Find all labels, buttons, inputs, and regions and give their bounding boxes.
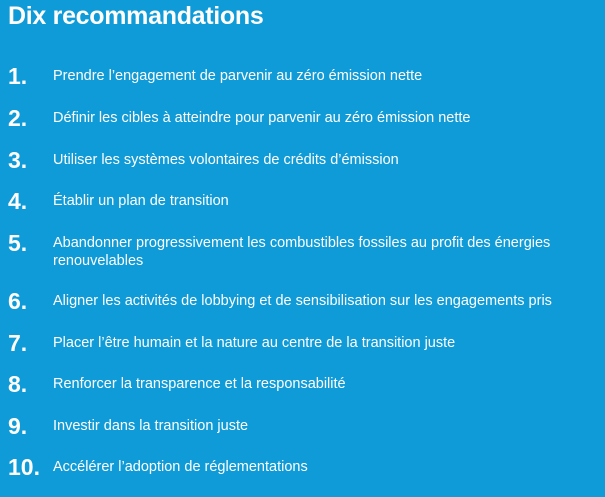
item-text: Utiliser les systèmes volontaires de crédits d’émission: [53, 152, 399, 168]
item-number: 6.: [8, 288, 28, 314]
item-number: 3.: [8, 147, 28, 173]
item-number: 2.: [8, 105, 28, 131]
item-number: 1.: [8, 63, 28, 89]
item-text: Prendre l’engagement de parvenir au zéro émission nette: [53, 68, 423, 84]
item-number: 9.: [8, 413, 28, 439]
item-number: 10.: [8, 454, 40, 480]
item-text: Investir dans la transition juste: [53, 418, 249, 434]
page-title: Dix recommandations: [8, 2, 264, 30]
item-number: 8.: [8, 371, 28, 397]
item-text: Accélérer l’adoption de réglementations: [53, 459, 308, 475]
item-number: 7.: [8, 330, 28, 356]
item-text: Aligner les activités de lobbying et de sensibilisation sur les engagements pris: [53, 293, 552, 309]
item-number: 4.: [8, 188, 28, 214]
item-text: Définir les cibles à atteindre pour parvenir au zéro émission nette: [53, 110, 471, 126]
item-text: Renforcer la transparence et la responsabilité: [53, 376, 346, 392]
item-number: 5.: [8, 230, 28, 256]
item-text: Abandonner progressivement les combustibles fossiles au profit des énergies renouvelables: [53, 235, 551, 269]
item-text: Placer l’être humain et la nature au centre de la transition juste: [53, 335, 456, 351]
item-text: Établir un plan de transition: [53, 193, 229, 209]
